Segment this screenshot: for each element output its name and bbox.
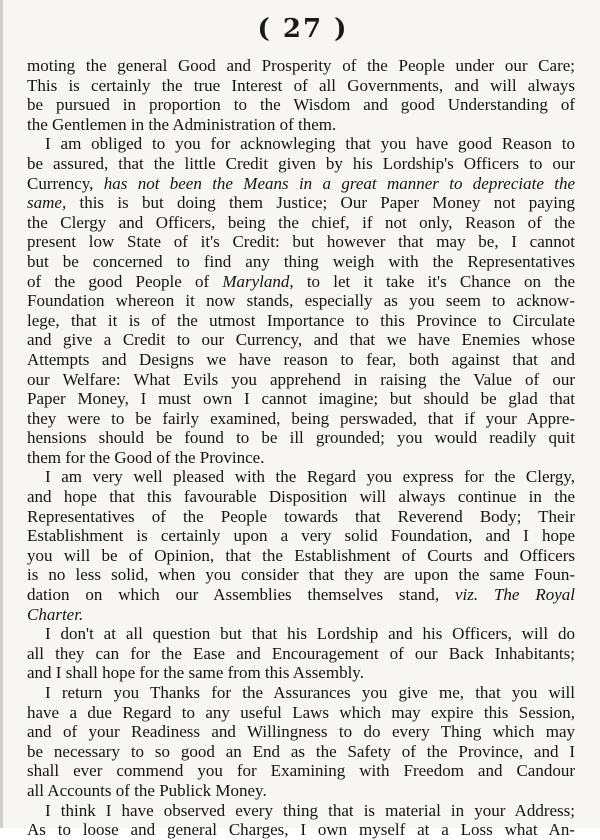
text-line (27, 174, 575, 194)
text-segment: be pursued in proportion to the Wisdom and good Understanding of (27, 95, 575, 115)
text-segment: they were to be fairly examined, being perswaded, that if your Appre- (27, 408, 575, 428)
text-segment: is no less solid, when you consider that they are upon the same Foun- (27, 565, 575, 585)
text-line (27, 663, 575, 683)
text-segment: be assured, that the little Credit given by his Lordship's Officers to our (27, 153, 575, 173)
text-segment: of the good People of (27, 271, 223, 291)
text-segment: and give a Credit to our Currency, and that we have Enemies whose (27, 330, 575, 350)
body-text (27, 56, 575, 840)
text-segment: I am obliged to you for acknowleging that you have good Reason to (45, 134, 575, 154)
text-line (27, 154, 575, 174)
italic-text-segment: same, (27, 193, 67, 213)
text-line (27, 389, 575, 409)
text-line (27, 272, 575, 292)
text-line (27, 232, 575, 252)
italic-text-segment: Maryland, (222, 271, 294, 291)
text-line (27, 467, 575, 487)
text-line (27, 428, 575, 448)
text-line (27, 742, 575, 762)
text-line (27, 565, 575, 585)
text-segment: them for the Good of the Province. (27, 447, 265, 467)
text-segment: Foundation whereon it now stands, especially as you seem to acknow- (27, 291, 575, 311)
text-line (27, 350, 575, 370)
text-segment: have a due Regard to any useful Laws which may expire this Session, (27, 702, 575, 722)
text-line (27, 409, 575, 429)
page-number: ( 27 ) (257, 14, 349, 44)
text-segment: moting the general Good and Prosperity of the People under our Care; (27, 56, 575, 75)
text-line (27, 703, 575, 723)
text-segment: and I shall hope for the same from this Assembly. (27, 663, 364, 683)
text-segment: I return you Thanks for the Assurances you give me, that you will (45, 683, 575, 702)
text-line (27, 95, 575, 115)
text-line (27, 546, 575, 566)
text-segment: this is but doing them Justice; Our Paper Money not paying (66, 193, 575, 213)
text-line (27, 644, 575, 664)
text-segment: the Gentlemen in the Administration of them. (27, 114, 337, 134)
text-line (27, 370, 575, 390)
text-line (27, 487, 575, 507)
text-segment: I don't at all question but that his Lordship and his Officers, will do (45, 624, 575, 644)
italic-text-segment: has not been the Means in a great manner to depreciate the (103, 173, 575, 193)
text-line (27, 820, 575, 840)
text-line (27, 781, 575, 801)
text-segment: be necessary to so good an End as the Safety of the Province, and I (27, 741, 575, 761)
text-segment: the Clergy and Officers, being the chief, if not only, Reason of the (27, 212, 575, 232)
text-segment: shall ever commend you for Examining with Freedom and Candour (27, 761, 575, 781)
text-line (27, 311, 575, 331)
text-segment: This is certainly the true Interest of all Governments, and will always (27, 75, 575, 95)
text-segment: Currency, (27, 173, 104, 193)
text-segment: present low State of it's Credit: but however that may be, I cannot (27, 232, 575, 252)
text-segment: Establishment is certainly upon a very solid Foundation, and I hope (27, 526, 575, 546)
text-segment: As to loose and general Charges, I own myself at a Loss what An- (27, 820, 575, 840)
text-line (27, 761, 575, 781)
italic-text-segment: Charter. (27, 604, 84, 624)
text-segment: and of your Readiness and Willingness to do every Thing which may (27, 722, 575, 742)
text-segment: hensions should be found to be ill grounded; you would readily quit (27, 428, 575, 448)
text-segment: but be concerned to find any thing weigh with the Representatives (27, 251, 575, 271)
text-line (27, 624, 575, 644)
text-line (27, 213, 575, 233)
text-line (27, 585, 575, 605)
text-segment: lege, that it is of the utmost Importance to this Province to Circulate (27, 310, 575, 330)
text-segment: Representatives of the People towards that Reverend Body; Their (27, 506, 575, 526)
text-segment: dation on which our Assemblies themselves stand, (27, 585, 455, 605)
text-line (27, 801, 575, 821)
text-segment: all Accounts of the Publick Money. (27, 780, 267, 800)
text-line (27, 683, 575, 703)
text-line (27, 193, 575, 213)
text-line (27, 722, 575, 742)
text-segment: Paper Money, I must own I cannot imagine; but should be glad that (27, 389, 575, 409)
text-line (27, 448, 575, 468)
text-line (27, 291, 575, 311)
text-segment: our Welfare: What Evils you apprehend in raising the Value of our (27, 369, 575, 389)
text-line (27, 252, 575, 272)
text-line (27, 330, 575, 350)
text-segment: Attempts and Designs we have reason to fear, both against that and (27, 349, 575, 369)
text-segment: you will be of Opinion, that the Establishment of Courts and Officers (27, 545, 575, 565)
text-segment: I am very well pleased with the Regard you express for the Clergy, (45, 467, 575, 487)
text-segment: all they can for the Ease and Encouragement of our Back Inhabitants; (27, 643, 575, 663)
text-segment: to let it take it's Chance on the (293, 271, 576, 291)
italic-text-segment: viz. The Royal (454, 585, 575, 605)
text-segment: I think I have observed every thing that is material in your Address; (45, 800, 575, 820)
text-line (27, 526, 575, 546)
text-line (27, 605, 575, 625)
text-line (27, 115, 575, 135)
text-line (27, 134, 575, 154)
text-segment: and hope that this favourable Disposition will always continue in the (27, 487, 575, 507)
text-line (27, 56, 575, 76)
text-line (27, 76, 575, 96)
text-line (27, 507, 575, 527)
